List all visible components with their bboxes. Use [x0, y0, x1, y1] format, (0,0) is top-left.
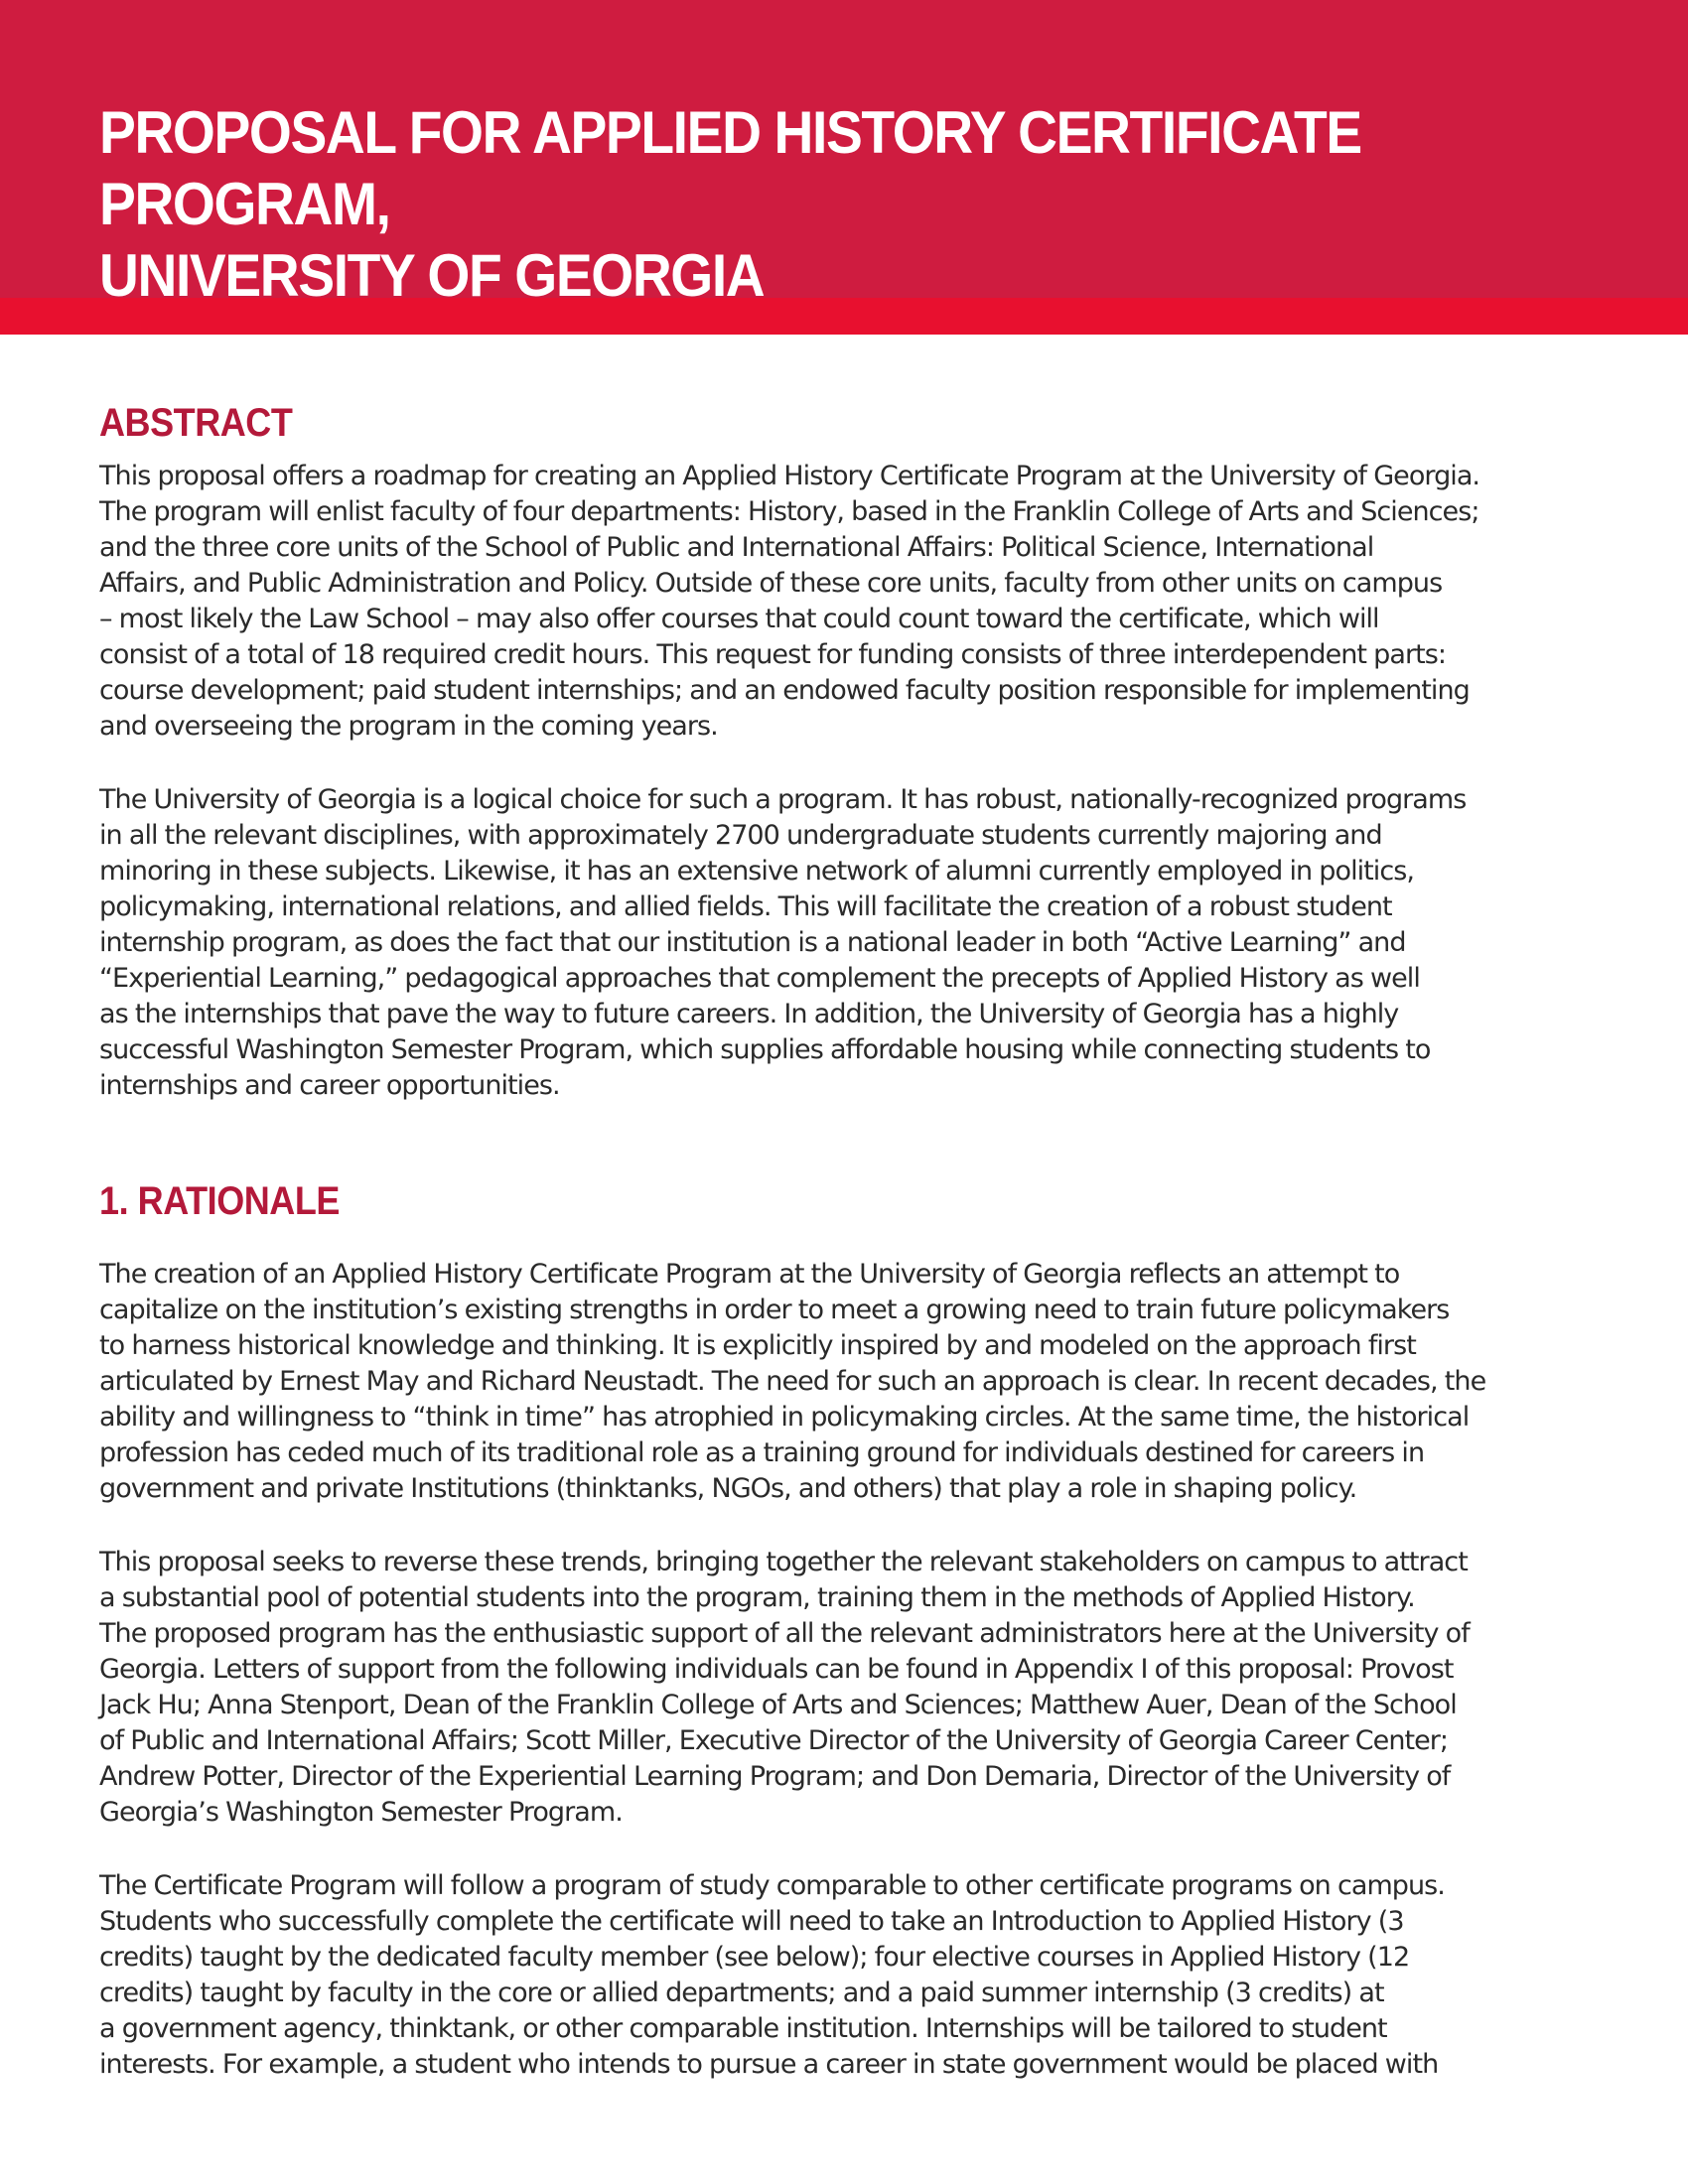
- text-line: This proposal offers a roadmap for creating an Applied History Certificate Program at the University of Georgia.: [99, 461, 1480, 491]
- text-line: a government agency, thinktank, or other comparable institution. Internships will be tailored to student: [99, 2013, 1387, 2044]
- text-line: credits) taught by the dedicated faculty member (see below); four elective courses in Applied History (12: [99, 1942, 1410, 1973]
- text-line: profession has ceded much of its traditional role as a training ground for individuals destined for careers in: [99, 1437, 1425, 1468]
- text-line: ability and willingness to “think in time” has atrophied in policymaking circles. At the same time, the historical: [99, 1402, 1470, 1433]
- text-line: successful Washington Semester Program, which supplies affordable housing while connecting students to: [99, 1034, 1431, 1065]
- rationale-paragraph-1: [99, 1257, 1589, 1507]
- text-line: internship program, as does the fact that our institution is a national leader in both “Active Learning” and: [99, 927, 1406, 958]
- text-line: and the three core units of the School of Public and International Affairs: Political Science, International: [99, 532, 1374, 563]
- text-line: The program will enlist faculty of four departments: History, based in the Franklin College of Arts and Sciences;: [99, 496, 1479, 527]
- document-title: [99, 97, 1487, 312]
- text-line: government and private Institutions (thinktanks, NGOs, and others) that play a role in shaping policy.: [99, 1473, 1357, 1504]
- text-line: course development; paid student internships; and an endowed faculty position responsible for implementing: [99, 675, 1470, 706]
- text-line: “Experiential Learning,” pedagogical approaches that complement the precepts of Applied History as well: [99, 963, 1420, 994]
- abstract-heading: ABSTRACT: [99, 401, 293, 445]
- text-line: The University of Georgia is a logical choice for such a program. It has robust, nationally-recognized programs: [99, 784, 1467, 815]
- text-line: – most likely the Law School – may also offer courses that could count toward the certificate, which will: [99, 604, 1379, 634]
- text-line: as the internships that pave the way to future careers. In addition, the University of Georgia has a highly: [99, 999, 1399, 1029]
- text-line: internships and career opportunities.: [99, 1070, 560, 1101]
- text-line: to harness historical knowledge and thinking. It is explicitly inspired by and modeled on the approach first: [99, 1330, 1416, 1361]
- text-line: Georgia. Letters of support from the following individuals can be found in Appendix I of this proposal: Provost: [99, 1654, 1454, 1685]
- text-line: Andrew Potter, Director of the Experiential Learning Program; and Don Demaria, Director of the University of: [99, 1761, 1451, 1792]
- text-line: The creation of an Applied History Certificate Program at the University of Georgia reflects an attempt to: [99, 1259, 1400, 1290]
- text-line: and overseeing the program in the coming years.: [99, 711, 718, 742]
- abstract-paragraph-2: [99, 782, 1589, 1104]
- text-line: articulated by Ernest May and Richard Neustadt. The need for such an approach is clear. In recent decades, the: [99, 1366, 1486, 1397]
- text-line: capitalize on the institution’s existing strengths in order to meet a growing need to train future policymakers: [99, 1295, 1450, 1325]
- abstract-paragraph-1: [99, 459, 1589, 745]
- text-line: consist of a total of 18 required credit hours. This request for funding consists of three interdependent parts:: [99, 639, 1447, 670]
- text-line: a substantial pool of potential students into the program, training them in the methods of Applied History.: [99, 1582, 1415, 1613]
- text-line: Jack Hu; Anna Stenport, Dean of the Franklin College of Arts and Sciences; Matthew Auer, Dean of the School: [99, 1690, 1457, 1720]
- rationale-heading: 1. RATIONALE: [99, 1179, 340, 1223]
- rationale-paragraph-2: [99, 1545, 1589, 1831]
- title-line: PROPOSAL FOR APPLIED HISTORY CERTIFICATE PROGRAM,: [99, 99, 1361, 237]
- text-line: of Public and International Affairs; Scott Miller, Executive Director of the University of Georgia Career Center;: [99, 1725, 1449, 1756]
- title-line: UNIVERSITY OF GEORGIA: [99, 242, 765, 309]
- text-line: interests. For example, a student who intends to pursue a career in state government would be placed with: [99, 2049, 1439, 2080]
- text-line: The proposed program has the enthusiastic support of all the relevant administrators here at the University of: [99, 1618, 1470, 1649]
- text-line: The Certificate Program will follow a program of study comparable to other certificate programs on campus.: [99, 1870, 1445, 1901]
- rationale-paragraph-3: [99, 1868, 1589, 2083]
- text-line: Students who successfully complete the certificate will need to take an Introduction to Applied History (3: [99, 1906, 1404, 1937]
- text-line: Georgia’s Washington Semester Program.: [99, 1797, 623, 1828]
- text-line: Affairs, and Public Administration and Policy. Outside of these core units, faculty from other units on campus: [99, 568, 1443, 599]
- text-line: This proposal seeks to reverse these trends, bringing together the relevant stakeholders on campus to attract: [99, 1547, 1468, 1577]
- text-line: minoring in these subjects. Likewise, it has an extensive network of alumni currently employed in politics,: [99, 856, 1414, 887]
- text-line: in all the relevant disciplines, with approximately 2700 undergraduate students currently majoring and: [99, 820, 1382, 851]
- text-line: policymaking, international relations, and allied fields. This will facilitate the creation of a robust student: [99, 891, 1392, 922]
- text-line: credits) taught by faculty in the core or allied departments; and a paid summer internship (3 credits) at: [99, 1978, 1384, 2008]
